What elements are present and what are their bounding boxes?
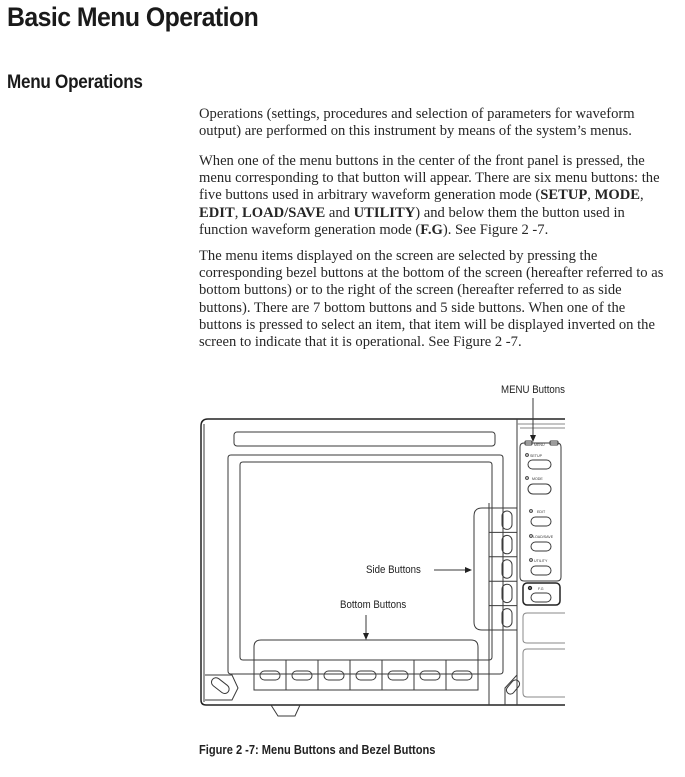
text-run: , <box>639 187 644 204</box>
keyword-setup: SETUP <box>540 187 588 204</box>
bottom-button-5[interactable] <box>388 671 408 680</box>
utility-label: UTILITY <box>534 559 548 563</box>
bottom-button-strip <box>254 660 478 690</box>
setup-label: SETUP <box>530 454 542 458</box>
bottom-button-6[interactable] <box>420 671 440 680</box>
keyword-fg: F.G <box>420 221 443 238</box>
left-corner-block <box>205 675 238 700</box>
edit-label: EDIT <box>537 510 546 514</box>
setup-button[interactable] <box>528 460 551 469</box>
panel-top-ledge <box>517 424 565 428</box>
menu-panel-label: MENU <box>534 443 545 447</box>
menu-buttons-callout: MENU Buttons <box>501 384 566 396</box>
figure-caption: Figure 2 -7: Menu Buttons and Bezel Buttons <box>199 743 436 757</box>
page-title: Basic Menu Operation <box>7 2 259 32</box>
mode-button[interactable] <box>528 484 551 494</box>
edit-button[interactable] <box>531 517 551 526</box>
utility-led-icon <box>530 559 533 562</box>
loadsave-led-icon <box>530 535 533 538</box>
top-slot <box>234 432 495 446</box>
bottom-callout-arrowhead <box>363 633 369 640</box>
fg-label: F.G <box>538 587 544 591</box>
bottom-button-1[interactable] <box>260 671 280 680</box>
paragraph-intro: Operations (settings, procedures and selection of parameters for waveform output) are performed on this instrument by means of the system’s menus. <box>199 106 635 140</box>
fg-button[interactable] <box>531 593 551 602</box>
text-run: ) and below them the button used in function waveform generation mode ( <box>199 204 625 238</box>
loadsave-button[interactable] <box>531 542 551 551</box>
side-callout-arrowhead <box>465 567 472 573</box>
section-heading: Menu Operations <box>7 72 143 93</box>
text-run: , <box>587 187 595 204</box>
text-run: and <box>325 204 354 221</box>
keyword-loadsave: LOAD/SAVE <box>241 204 326 221</box>
utility-button[interactable] <box>531 566 551 575</box>
lower-panel-box-2 <box>523 649 565 697</box>
bottom-button-2[interactable] <box>292 671 312 680</box>
edit-led-icon <box>530 510 533 513</box>
bottom-buttons-callout: Bottom Buttons <box>340 599 407 611</box>
mode-label: MODE <box>532 477 543 481</box>
text-run: When one of the menu buttons in the center of the front panel is pressed, the menu corresponding to that button will appear. There are six menu buttons: the five buttons used in arbitrary waveform generation mode ( <box>199 153 660 204</box>
side-buttons-callout: Side Buttons <box>366 564 421 576</box>
keyword-mode: MODE <box>594 187 640 204</box>
text-run: ). See Figure 2 -7. <box>442 221 549 238</box>
keyword-utility: UTILITY <box>353 204 416 221</box>
right-knob-icon <box>505 678 521 695</box>
bottom-buttons <box>254 660 478 690</box>
left-knob-icon <box>210 676 231 695</box>
side-menu-bracket <box>474 508 489 630</box>
loadsave-label: LOAD/SAVE <box>533 535 554 539</box>
text-run: , <box>234 204 242 221</box>
bottom-button-7[interactable] <box>452 671 472 680</box>
mode-led-icon <box>526 477 529 480</box>
lower-panel-box-1 <box>523 613 565 643</box>
setup-led-icon <box>526 454 529 457</box>
keyword-edit: EDIT <box>199 204 235 221</box>
chassis-foot <box>271 705 300 716</box>
bottom-button-3[interactable] <box>324 671 344 680</box>
bottom-menu-bracket <box>254 640 478 660</box>
bottom-button-4[interactable] <box>356 671 376 680</box>
fg-led-icon <box>529 587 532 590</box>
paragraph-bezel-buttons: The menu items displayed on the screen are selected by pressing the corresponding bezel buttons at the bottom of the screen (hereafter referred to as bottom buttons) or to the right of the screen (hereafter referred to as side buttons). There are 7 bottom buttons and 5 side buttons. When one of the buttons is pressed to select an item, that item will be displayed inverted on the screen to indicate that it is operational. See Figure 2 -7. <box>199 248 664 351</box>
